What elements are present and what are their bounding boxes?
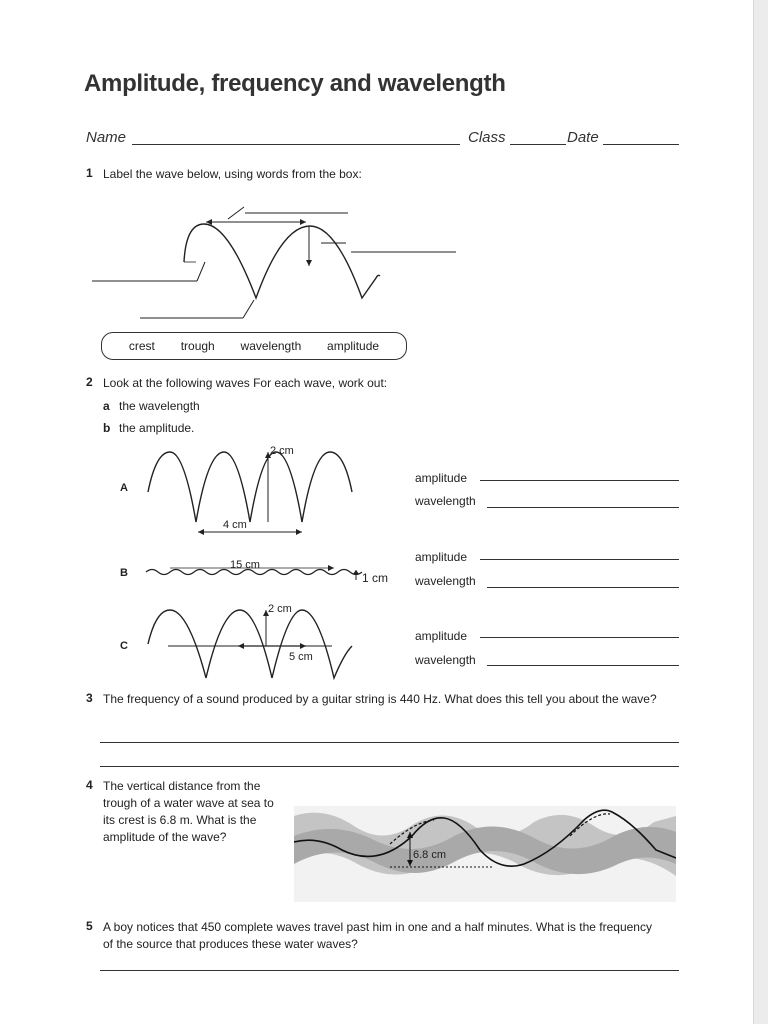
wave-a-wavelength-label: wavelength [415,494,476,508]
q1-number: 1 [86,166,93,180]
wave-c-amplitude-answer[interactable] [480,637,679,638]
q2-part-b-text: the amplitude. [119,421,195,435]
wave-c-amp-text: 2 cm [268,603,292,615]
q3-text: The frequency of a sound produced by a guitar string is 440 Hz. What does this tell you about the wave? [103,692,657,706]
q2-part-a-text: the wavelength [119,399,200,413]
class-label: Class [468,129,506,146]
word-crest: crest [128,339,155,353]
q3-number: 3 [86,691,93,705]
word-wavelength: wavelength [240,339,302,353]
q2-part-a-letter: a [103,399,110,413]
wave-a-wavelength-answer[interactable] [487,507,679,508]
word-trough: trough [180,339,215,353]
wave-c-wavelength-answer[interactable] [487,665,679,666]
q3-answer-line-2[interactable] [100,766,679,767]
wave-c-wl-text: 5 cm [289,651,313,663]
wave-b-amp-text: 1 cm [362,571,389,585]
q5-number: 5 [86,919,93,933]
wave-c [148,610,352,678]
q4-text: The vertical distance from the trough of a water wave at sea to its crest is 6.8 m. What is the amplitude of the wave? [103,779,274,844]
q5-text: A boy notices that 450 complete waves travel past him in one and a half minutes. What is the frequency of the source that produces these water waves? [103,920,652,951]
sea-wave-illustration [294,806,676,902]
q2-number: 2 [86,375,93,389]
q1-text: Label the wave below, using words from the box: [103,167,362,181]
sea-wave-measure: 6.8 cm [413,849,447,861]
wave-a-amplitude-label: amplitude [415,471,468,485]
q5-answer-line[interactable] [100,970,679,971]
q4-number: 4 [86,778,93,792]
q2-text: Look at the following waves For each wave, work out: [103,376,388,390]
wave-b-amplitude-answer[interactable] [480,559,679,560]
date-label: Date [567,129,599,146]
wave-a [148,452,352,522]
q2-part-b-letter: b [103,421,111,435]
wave-a-amp-text: 2 cm [270,445,294,457]
name-label: Name [86,129,127,146]
wave-b-label: B [120,567,128,579]
wave-c-amplitude-label: amplitude [415,629,468,643]
wave-a-label: A [120,482,128,494]
wave-a-wl-text: 4 cm [223,519,247,531]
wave-a-amplitude-answer[interactable] [480,480,679,481]
wave-b-wavelength-label: wavelength [415,574,476,588]
wave-b-amplitude-label: amplitude [415,550,468,564]
page-title: Amplitude, frequency and wavelength [84,70,506,97]
q3-answer-line-1[interactable] [100,742,679,743]
word-amplitude: amplitude [327,339,380,353]
wave-c-wavelength-label: wavelength [415,653,476,667]
wave-c-label: C [120,640,128,652]
wave-b-wavelength-answer[interactable] [487,587,679,588]
wave-b-wl-text: 15 cm [230,559,260,571]
